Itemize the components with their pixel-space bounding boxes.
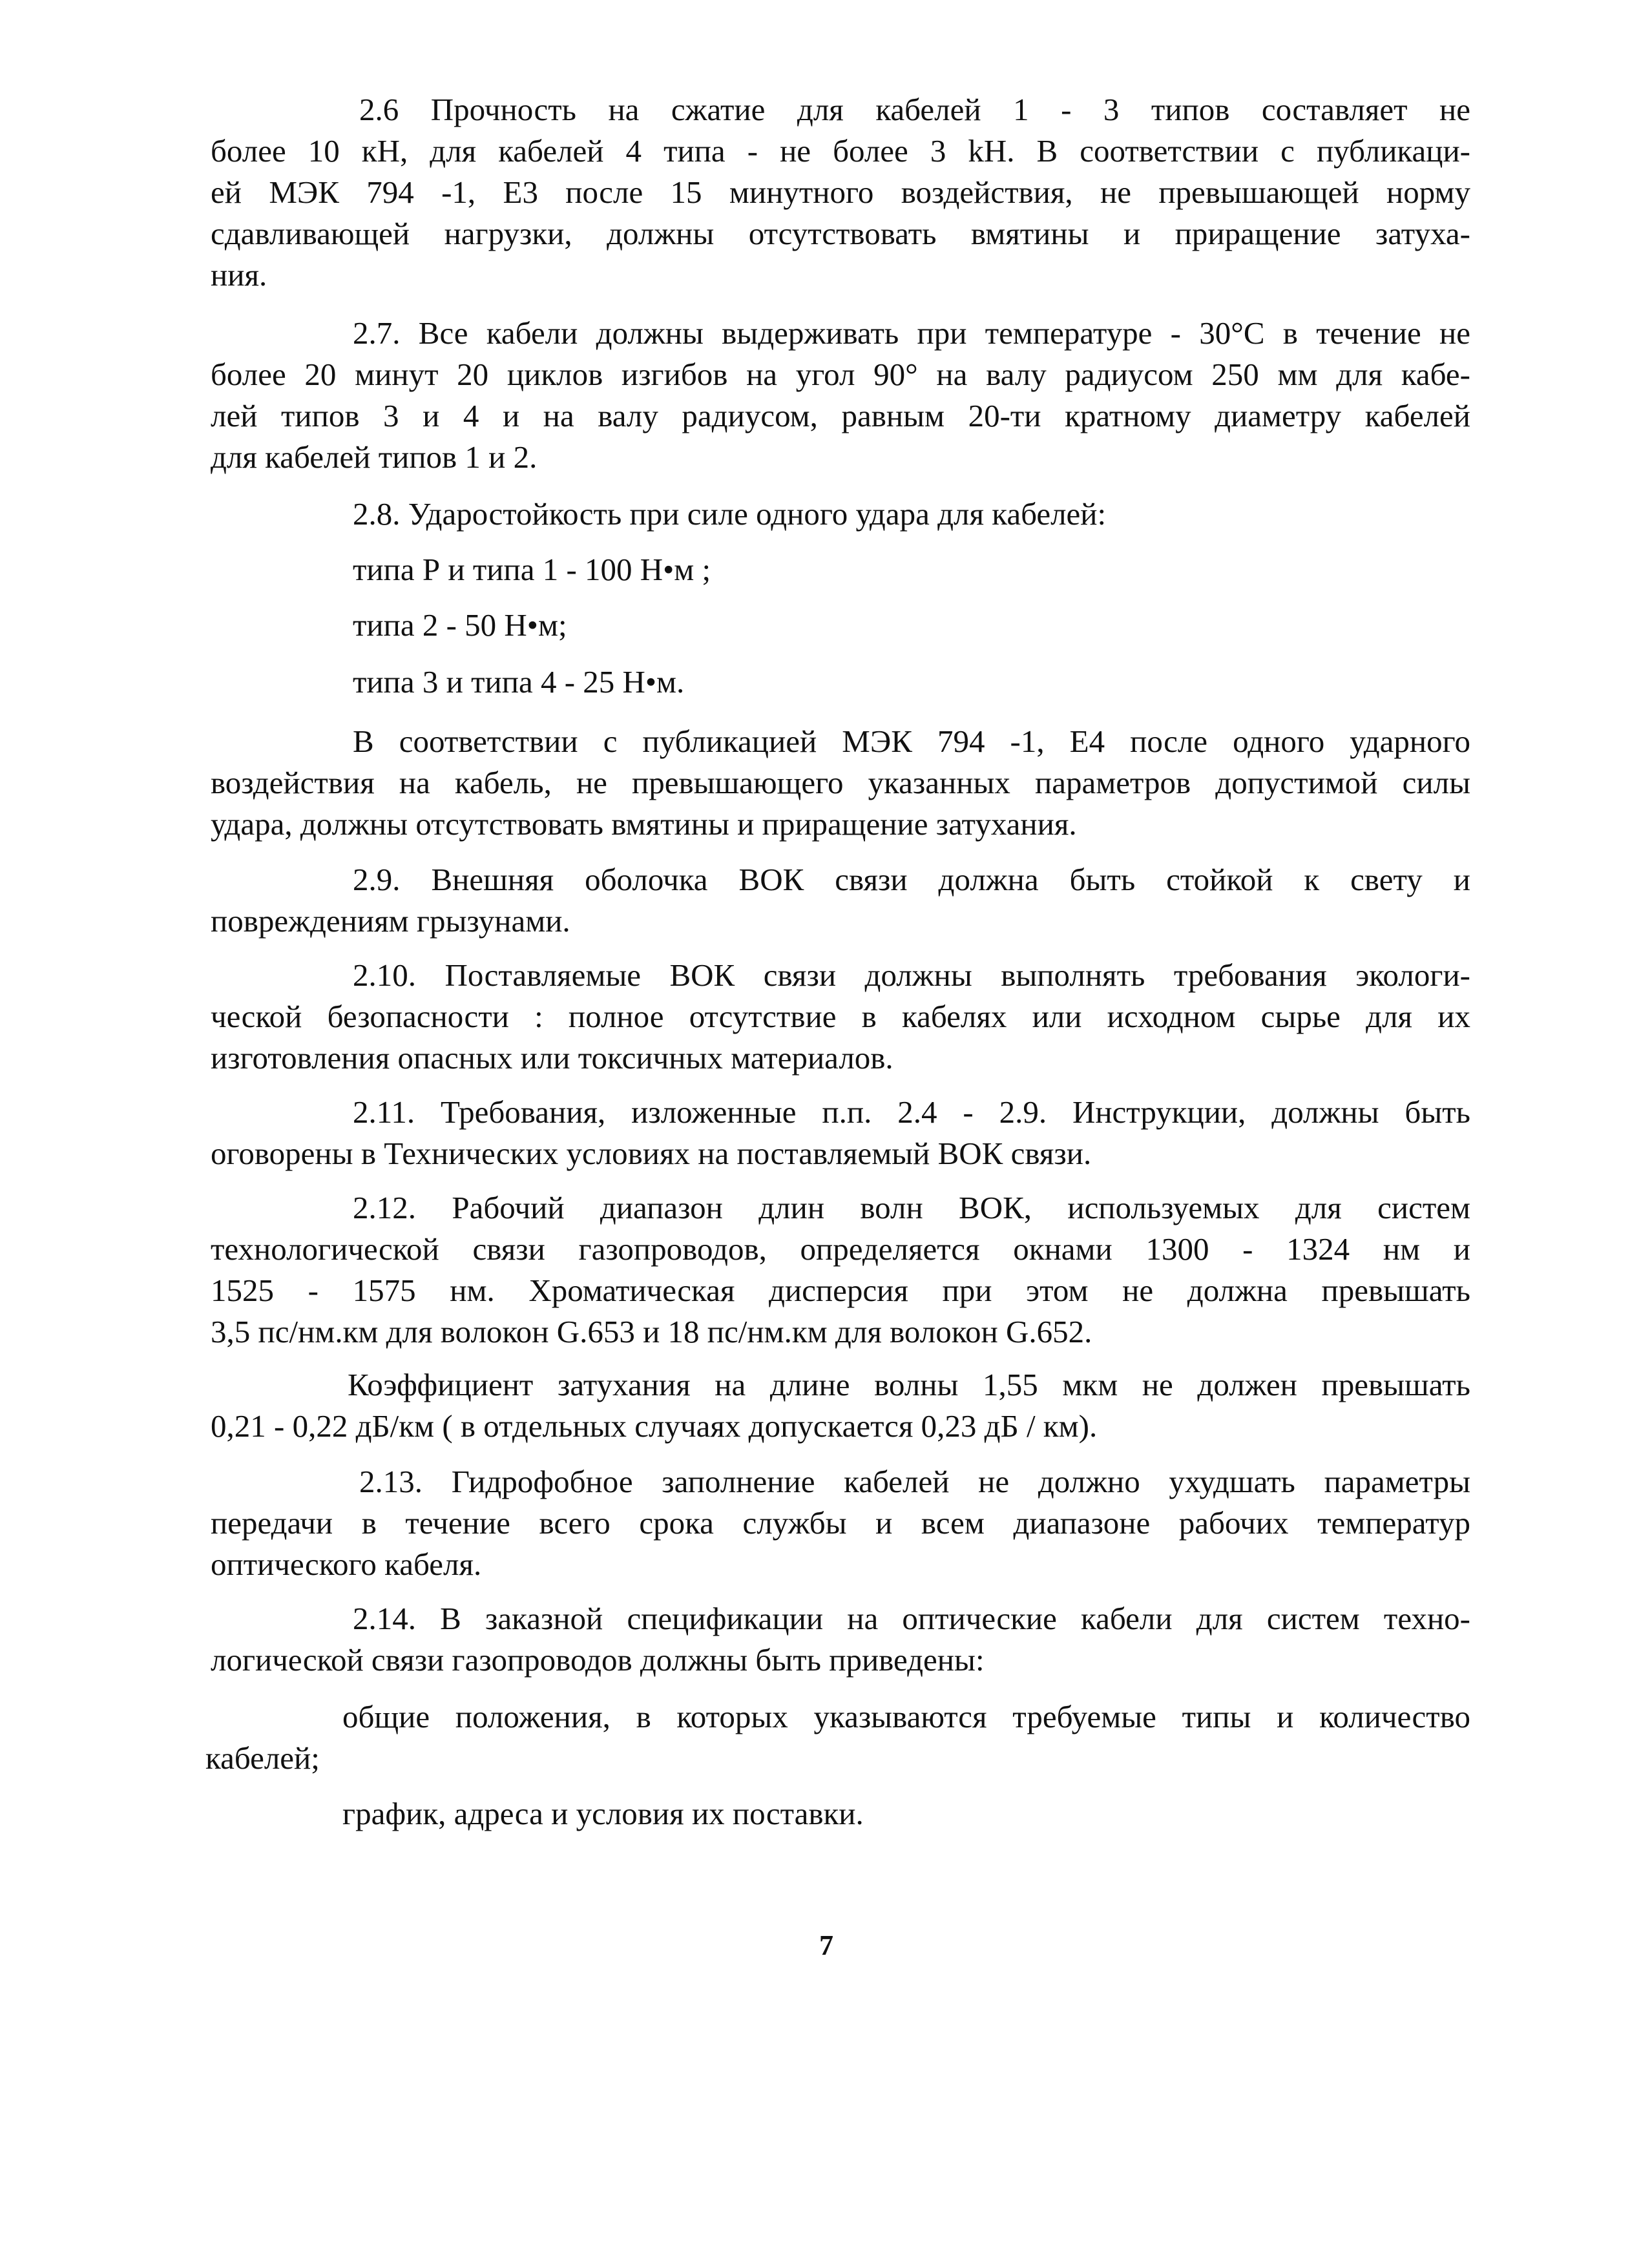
paragraph-2-13: [211, 1461, 1470, 1585]
paragraph-2-14-general: [205, 1696, 1470, 1779]
paragraph-attenuation: [211, 1364, 1470, 1447]
text-line: удара, должны отсутствовать вмятины и приращение затухания.: [211, 806, 1077, 842]
paragraph-2-9: [211, 859, 1470, 942]
paragraph-2-8-heading: 2.8. Ударостойкость при силе одного удара для кабелей:: [353, 496, 1107, 532]
text-line: сдавливающей нагрузки, должны отсутствовать вмятины и приращение затуха-: [211, 216, 1470, 251]
text-line: 2.11. Требования, изложенные п.п. 2.4 - 2.9. Инструкции, должны быть: [353, 1094, 1470, 1130]
text-line: более 10 кН, для кабелей 4 типа - не более 3 kH. В соответствии с публикаци-: [211, 133, 1470, 169]
page-number: 7: [819, 1930, 833, 1961]
paragraph-2-14-schedule: график, адреса и условия их поставки.: [342, 1796, 864, 1831]
impact-item-3: типа 3 и типа 4 - 25 Н•м.: [353, 664, 685, 700]
text-line: ния.: [211, 257, 267, 293]
text-line: 3,5 пс/нм.км для волокон G.653 и 18 пс/нм.км для волокон G.652.: [211, 1314, 1092, 1349]
paragraph-2-6: [211, 89, 1470, 296]
impact-item-2: типа 2 - 50 Н•м;: [353, 607, 567, 643]
text-line: для кабелей типов 1 и 2.: [211, 439, 538, 475]
text-line: более 20 минут 20 циклов изгибов на угол 90° на валу радиусом 250 мм для кабе-: [211, 357, 1470, 392]
text-line: 2.12. Рабочий диапазон длин волн ВОК, используемых для систем: [353, 1190, 1470, 1225]
text-line: оговорены в Технических условиях на поставляемый ВОК связи.: [211, 1136, 1092, 1171]
text-line: Коэффициент затухания на длине волны 1,55 мкм не должен превышать: [348, 1367, 1470, 1402]
text-line: передачи в течение всего срока службы и всем диапазоне рабочих температур: [211, 1505, 1470, 1541]
text-line: оптического кабеля.: [211, 1546, 482, 1582]
paragraph-2-10: [211, 955, 1470, 1079]
text-line: логической связи газопроводов должны быть приведены:: [211, 1642, 985, 1678]
text-line: воздействия на кабель, не превышающего указанных параметров допустимой силы: [211, 765, 1470, 800]
paragraph-2-11: [211, 1092, 1470, 1174]
text-line: ческой безопасности : полное отсутствие в кабелях или исходном сырье для их: [211, 999, 1470, 1034]
paragraph-2-8-body: [211, 721, 1470, 845]
impact-item-1: типа Р и типа 1 - 100 Н•м ;: [353, 552, 711, 587]
text-line: В соответствии с публикацией МЭК 794 -1, Е4 после одного ударного: [353, 723, 1470, 759]
text-line: общие положения, в которых указываются требуемые типы и количество: [342, 1699, 1470, 1734]
text-line: 2.9. Внешняя оболочка ВОК связи должна быть стойкой к свету и: [353, 862, 1470, 897]
text-line: технологической связи газопроводов, определяется окнами 1300 - 1324 нм и: [211, 1231, 1470, 1267]
text-line: 2.10. Поставляемые ВОК связи должны выполнять требования экологи-: [353, 957, 1470, 993]
text-line: 0,21 - 0,22 дБ/км ( в отдельных случаях допускается 0,23 дБ / км).: [211, 1408, 1098, 1444]
text-line: 1525 - 1575 нм. Хроматическая дисперсия при этом не должна превышать: [211, 1273, 1470, 1308]
text-line: 2.6 Прочность на сжатие для кабелей 1 - 3 типов составляет не: [359, 92, 1470, 127]
text-line: 2.14. В заказной спецификации на оптические кабели для систем техно-: [353, 1601, 1470, 1636]
paragraph-2-12: [211, 1187, 1470, 1353]
paragraph-2-14: [211, 1598, 1470, 1681]
text-line: повреждениям грызунами.: [211, 903, 570, 939]
paragraph-2-7: [211, 313, 1470, 478]
text-line: 2.13. Гидрофобное заполнение кабелей не должно ухудшать параметры: [359, 1464, 1470, 1499]
text-line: ей МЭК 794 -1, Е3 после 15 минутного воздействия, не превышающей норму: [211, 174, 1470, 210]
text-line: 2.7. Все кабели должны выдерживать при температуре - 30°С в течение не: [353, 315, 1470, 351]
text-line: лей типов 3 и 4 и на валу радиусом, равным 20-ти кратному диаметру кабелей: [211, 398, 1470, 433]
text-line: кабелей;: [205, 1740, 320, 1776]
text-line: изготовления опасных или токсичных материалов.: [211, 1040, 893, 1076]
